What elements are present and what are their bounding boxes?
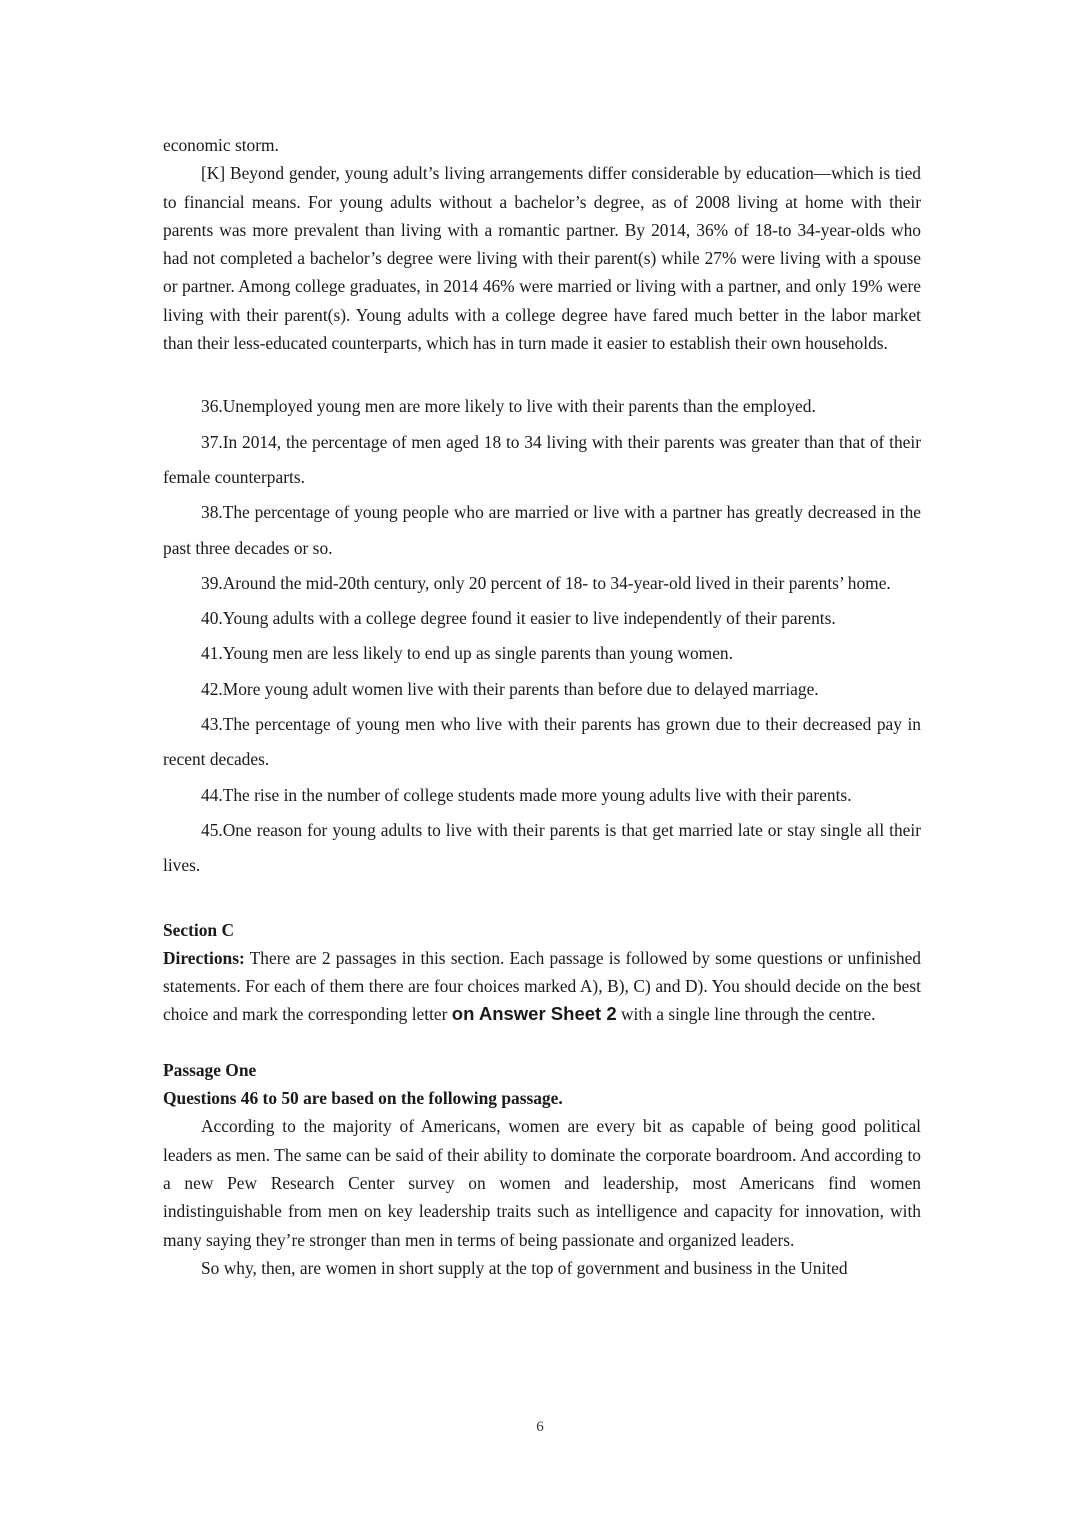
passage-one-title: Passage One [163, 1059, 257, 1080]
directions-text: There are 2 passages in this section. Each passage is followed by some questions or unfinished statements. For each of them there are four choices marked A), B), C) and D). You should decide on the best choice and mark the corresponding letter [163, 947, 921, 1025]
statement-42: 42.More young adult women live with their parents than before due to delayed marriage. [201, 678, 819, 699]
statement-44: 44.The rise in the number of college students made more young adults live with their parents. [201, 784, 852, 805]
answer-sheet-label: on Answer Sheet 2 [451, 1003, 617, 1025]
page-number: 6 [536, 1419, 544, 1435]
document-page [163, 131, 921, 1282]
passage-one-subtitle: Questions 46 to 50 are based on the following passage. [163, 1088, 563, 1109]
section-c-directions [163, 944, 921, 1029]
passage-one-paragraph-1: According to the majority of Americans, women are every bit as capable of being good political leaders as men. The same can be said of their ability to dominate the corporate boardroom. And according to a new Pew Research Center survey on women and leadership, most Americans find women indistinguishable from men on key leadership traits such as intelligence and capacity for innovation, with many saying they’re stronger than men in terms of being passionate and organized leaders. [163, 1116, 921, 1250]
passage-tail: economic storm. [163, 135, 279, 155]
statement-45: 45.One reason for young adults to live with their parents is that get married late or stay single all their lives. [163, 819, 921, 876]
statement-list [163, 389, 921, 883]
statement-37: 37.In 2014, the percentage of men aged 18 to 34 living with their parents was greater than that of their female counterparts. [163, 431, 921, 487]
statement-43: 43.The percentage of young men who live with their parents has grown due to their decreased pay in recent decades. [163, 714, 921, 770]
statement-39: 39.Around the mid-20th century, only 20 percent of 18- to 34-year-old lived in their parents’ home. [201, 572, 891, 593]
passage-one-paragraph-2: So why, then, are women in short supply at the top of government and business in the United [201, 1257, 848, 1278]
statement-41: 41.Young men are less likely to end up as single parents than young women. [201, 643, 733, 664]
statement-40: 40.Young adults with a college degree found it easier to live independently of their parents. [201, 608, 836, 629]
directions-label: Directions: [163, 947, 245, 968]
statement-36: 36.Unemployed young men are more likely to live with their parents than the employed. [201, 396, 816, 417]
statement-38: 38.The percentage of young people who are married or live with a partner has greatly decreased in the past three decades or so. [163, 502, 921, 558]
paragraph-k: [K] Beyond gender, young adult’s living arrangements differ considerable by education—which is tied to financial means. For young adults without a bachelor’s degree, as of 2008 living at home with their parents was more prevalent than living with a romantic partner. By 2014, 36% of 18-to 34-year-olds who had not completed a bachelor’s degree were living with their parent(s) while 27% were living with a spouse or partner. Among college graduates, in 2014 46% were married or living with a partner, and only 19% were living with their parent(s). Young adults with a college degree have fared much better in the labor market than their less-educated counterparts, which has in turn made it easier to establish their own households. [163, 163, 921, 354]
section-c-title: Section C [163, 919, 235, 940]
directions-tail: with a single line through the centre. [620, 1004, 876, 1025]
